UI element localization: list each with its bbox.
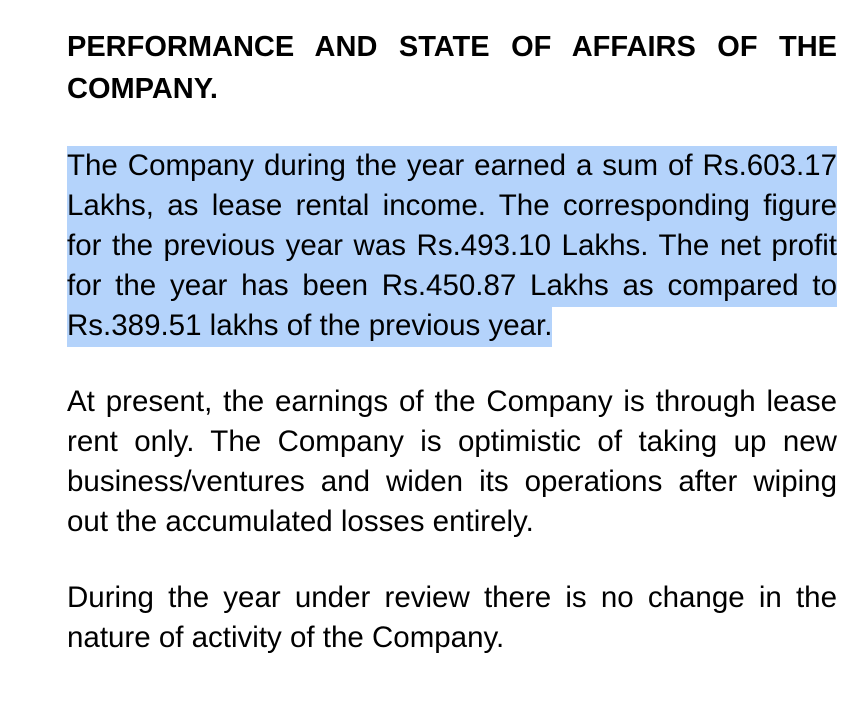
paragraph-performance[interactable] [67,146,837,346]
paragraph-earnings: At present, the earnings of the Company is through lease rent only. The Company is optimistic of taking up new business/ventures and widen its operations after wiping out the accumulated losses entirely. [67,385,837,538]
section-heading: PERFORMANCE AND STATE OF AFFAIRS OF THE COMPANY. [67,31,837,105]
document-page [67,26,837,658]
paragraph-activity: During the year under review there is no change in the nature of activity of the Company. [67,581,837,654]
selected-text-highlight[interactable]: The Company during the year earned a sum of Rs.603.17 Lakhs, as lease rental income. The corresponding figure for the previous year was Rs.493.10 Lakhs. The net profit for the year has been Rs.450.87 Lakhs as compared to Rs.389.51 lakhs of the previous year. [67,148,837,345]
